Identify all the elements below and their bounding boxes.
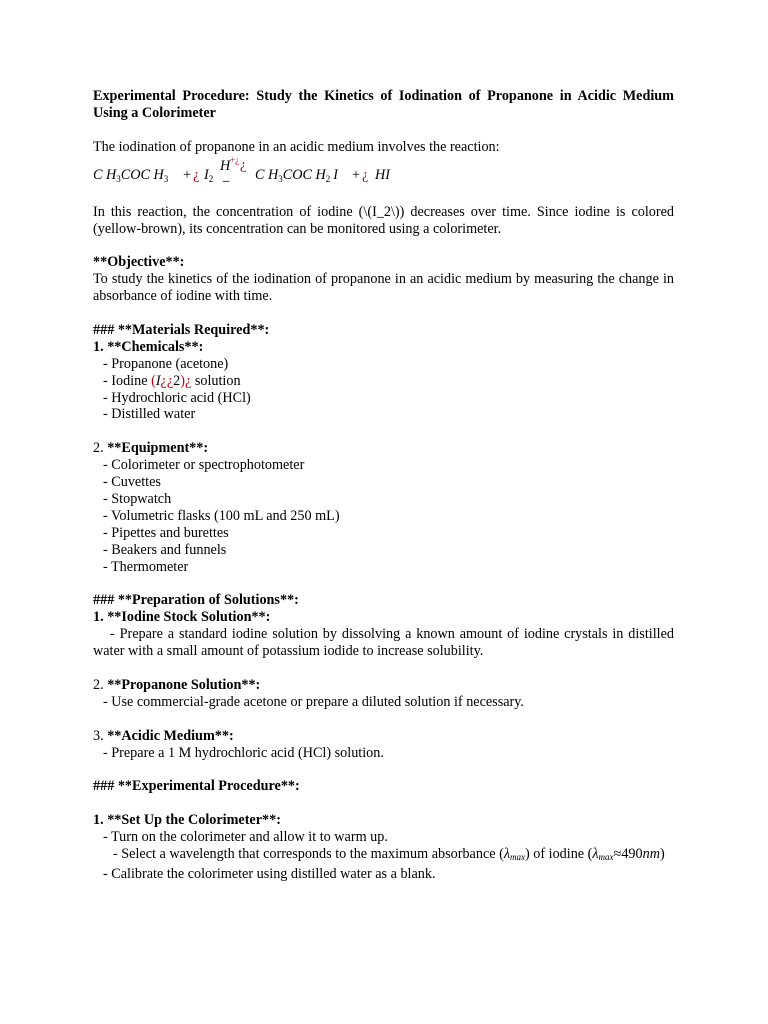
eq-catalyst-sup: +¿ <box>230 154 240 165</box>
iodine-stock-text: - Prepare a standard iodine solution by dissolving a known amount of iodine crystals in distilled water with a small amount of potassium iodide to increase solubility. <box>93 626 674 660</box>
eq-r1-sub: 3 <box>116 173 121 184</box>
iodine-stock-heading: 1. **Iodine Stock Solution**: <box>93 609 271 626</box>
iodine-symbol: I <box>155 372 161 389</box>
eq-p1: C H <box>255 166 279 183</box>
lambda-symbol: λ <box>592 845 599 862</box>
eq-arrow: ¿ <box>240 156 247 173</box>
iodine-q-marks: ¿¿ <box>160 372 174 389</box>
eq-plus2: + <box>352 166 361 183</box>
equipment-item: - Pipettes and burettes <box>103 524 229 541</box>
lambda-sub: max <box>509 851 525 862</box>
acidic-heading: **Acidic Medium**: <box>107 727 234 744</box>
propanone-number: 2. <box>93 676 108 693</box>
eq-plus1: + <box>183 166 192 183</box>
equipment-item: - Thermometer <box>103 558 189 575</box>
eq-r2: I <box>204 166 209 183</box>
propanone-heading: **Propanone Solution**: <box>107 676 261 693</box>
lambda-max-2 <box>592 846 613 862</box>
eq-r1: C H <box>93 166 117 183</box>
document-body <box>93 88 674 883</box>
iodine-open-paren: ( <box>151 372 156 389</box>
equipment-number: 2. <box>93 440 108 457</box>
eq-catalyst: H <box>220 157 231 174</box>
preparation-heading: ### **Preparation of Solutions**: <box>93 592 299 609</box>
objective-text: To study the kinetics of the iodination of propanone in an acidic medium by measuring the change in absorbance of iodine with time. <box>93 271 674 305</box>
equipment-item: - Colorimeter or spectrophotometer <box>103 457 305 474</box>
chem-item-propanone: - Propanone (acetone) <box>103 355 229 372</box>
equipment-item: - Stopwatch <box>103 490 172 507</box>
chem-item-iodine <box>93 373 674 390</box>
procedure-heading: ### **Experimental Procedure**: <box>93 778 300 795</box>
acidic-number: 3. <box>93 727 108 744</box>
eq-p1c: I <box>333 166 338 183</box>
iodine-number: 2 <box>173 372 181 389</box>
chemicals-heading: 1. **Chemicals**: <box>93 338 204 355</box>
equipment-item: - Volumetric flasks (100 mL and 250 mL) <box>103 507 340 524</box>
equipment-item: - Beakers and funnels <box>103 541 227 558</box>
propanone-heading-line <box>93 677 674 694</box>
acidic-heading-line <box>93 728 674 745</box>
document-title: Experimental Procedure: Study the Kinetics of Iodination of Propanone in Acidic Medium Using a Colorimeter <box>93 88 674 121</box>
iodine-close-paren: ) <box>180 372 185 389</box>
intro-text: The iodination of propanone in an acidic medium involves the reaction: <box>93 138 500 155</box>
objective-heading: **Objective**: <box>93 254 185 271</box>
setup-colorimeter-heading: 1. **Set Up the Colorimeter**: <box>93 812 281 829</box>
eq-catalyst-under: − <box>222 173 231 190</box>
iodine-prefix: - Iodine <box>103 372 152 389</box>
acidic-text: - Prepare a 1 M hydrochloric acid (HCl) solution. <box>103 744 384 761</box>
equipment-item: - Cuvettes <box>103 474 161 491</box>
chem-item-water: - Distilled water <box>103 406 196 423</box>
step-warmup: - Turn on the colorimeter and allow it to warm up. <box>103 829 388 846</box>
approx-symbol: ≈ <box>613 845 622 862</box>
iodine-suffix: solution <box>191 372 241 389</box>
equipment-heading-line <box>93 440 674 457</box>
wavelength-value: 490 <box>621 845 643 862</box>
wavelength-close-paren: ) <box>659 845 665 862</box>
eq-p1b: COC H <box>282 166 326 183</box>
lambda-max-1 <box>504 846 525 862</box>
step-calibrate: - Calibrate the colorimeter using distilled water as a blank. <box>103 865 436 882</box>
eq-q1: ¿ <box>193 166 200 183</box>
eq-r1b-sub: 3 <box>163 173 169 184</box>
lambda-symbol: λ <box>503 845 510 862</box>
step-wavelength <box>93 846 674 866</box>
reaction-equation <box>93 154 674 194</box>
eq-q2: ¿ <box>362 166 369 183</box>
propanone-text: - Use commercial-grade acetone or prepare a diluted solution if necessary. <box>103 693 524 710</box>
eq-p2: HI <box>375 166 390 183</box>
eq-p1b-sub: 2 <box>325 173 331 184</box>
lambda-sub: max <box>598 851 614 862</box>
wavelength-text-b: ) of iodine ( <box>524 845 593 862</box>
eq-r1b: COC H <box>120 166 164 183</box>
reaction-description: In this reaction, the concentration of iodine (\(I_2\)) decreases over time. Since iodine is colored (yellow-brown), its concentration can be monitored using a colorimeter. <box>93 203 674 237</box>
wavelength-unit: nm <box>642 845 660 862</box>
eq-p1-sub: 3 <box>278 173 283 184</box>
materials-heading: ### **Materials Required**: <box>93 321 270 338</box>
chem-item-hcl: - Hydrochloric acid (HCl) <box>103 389 251 406</box>
wavelength-text-a: - Select a wavelength that corresponds to the maximum absorbance ( <box>113 845 504 862</box>
eq-r2-sub: 2 <box>208 173 214 184</box>
iodine-q-mark: ¿ <box>184 372 192 389</box>
equipment-heading: **Equipment**: <box>107 440 209 457</box>
